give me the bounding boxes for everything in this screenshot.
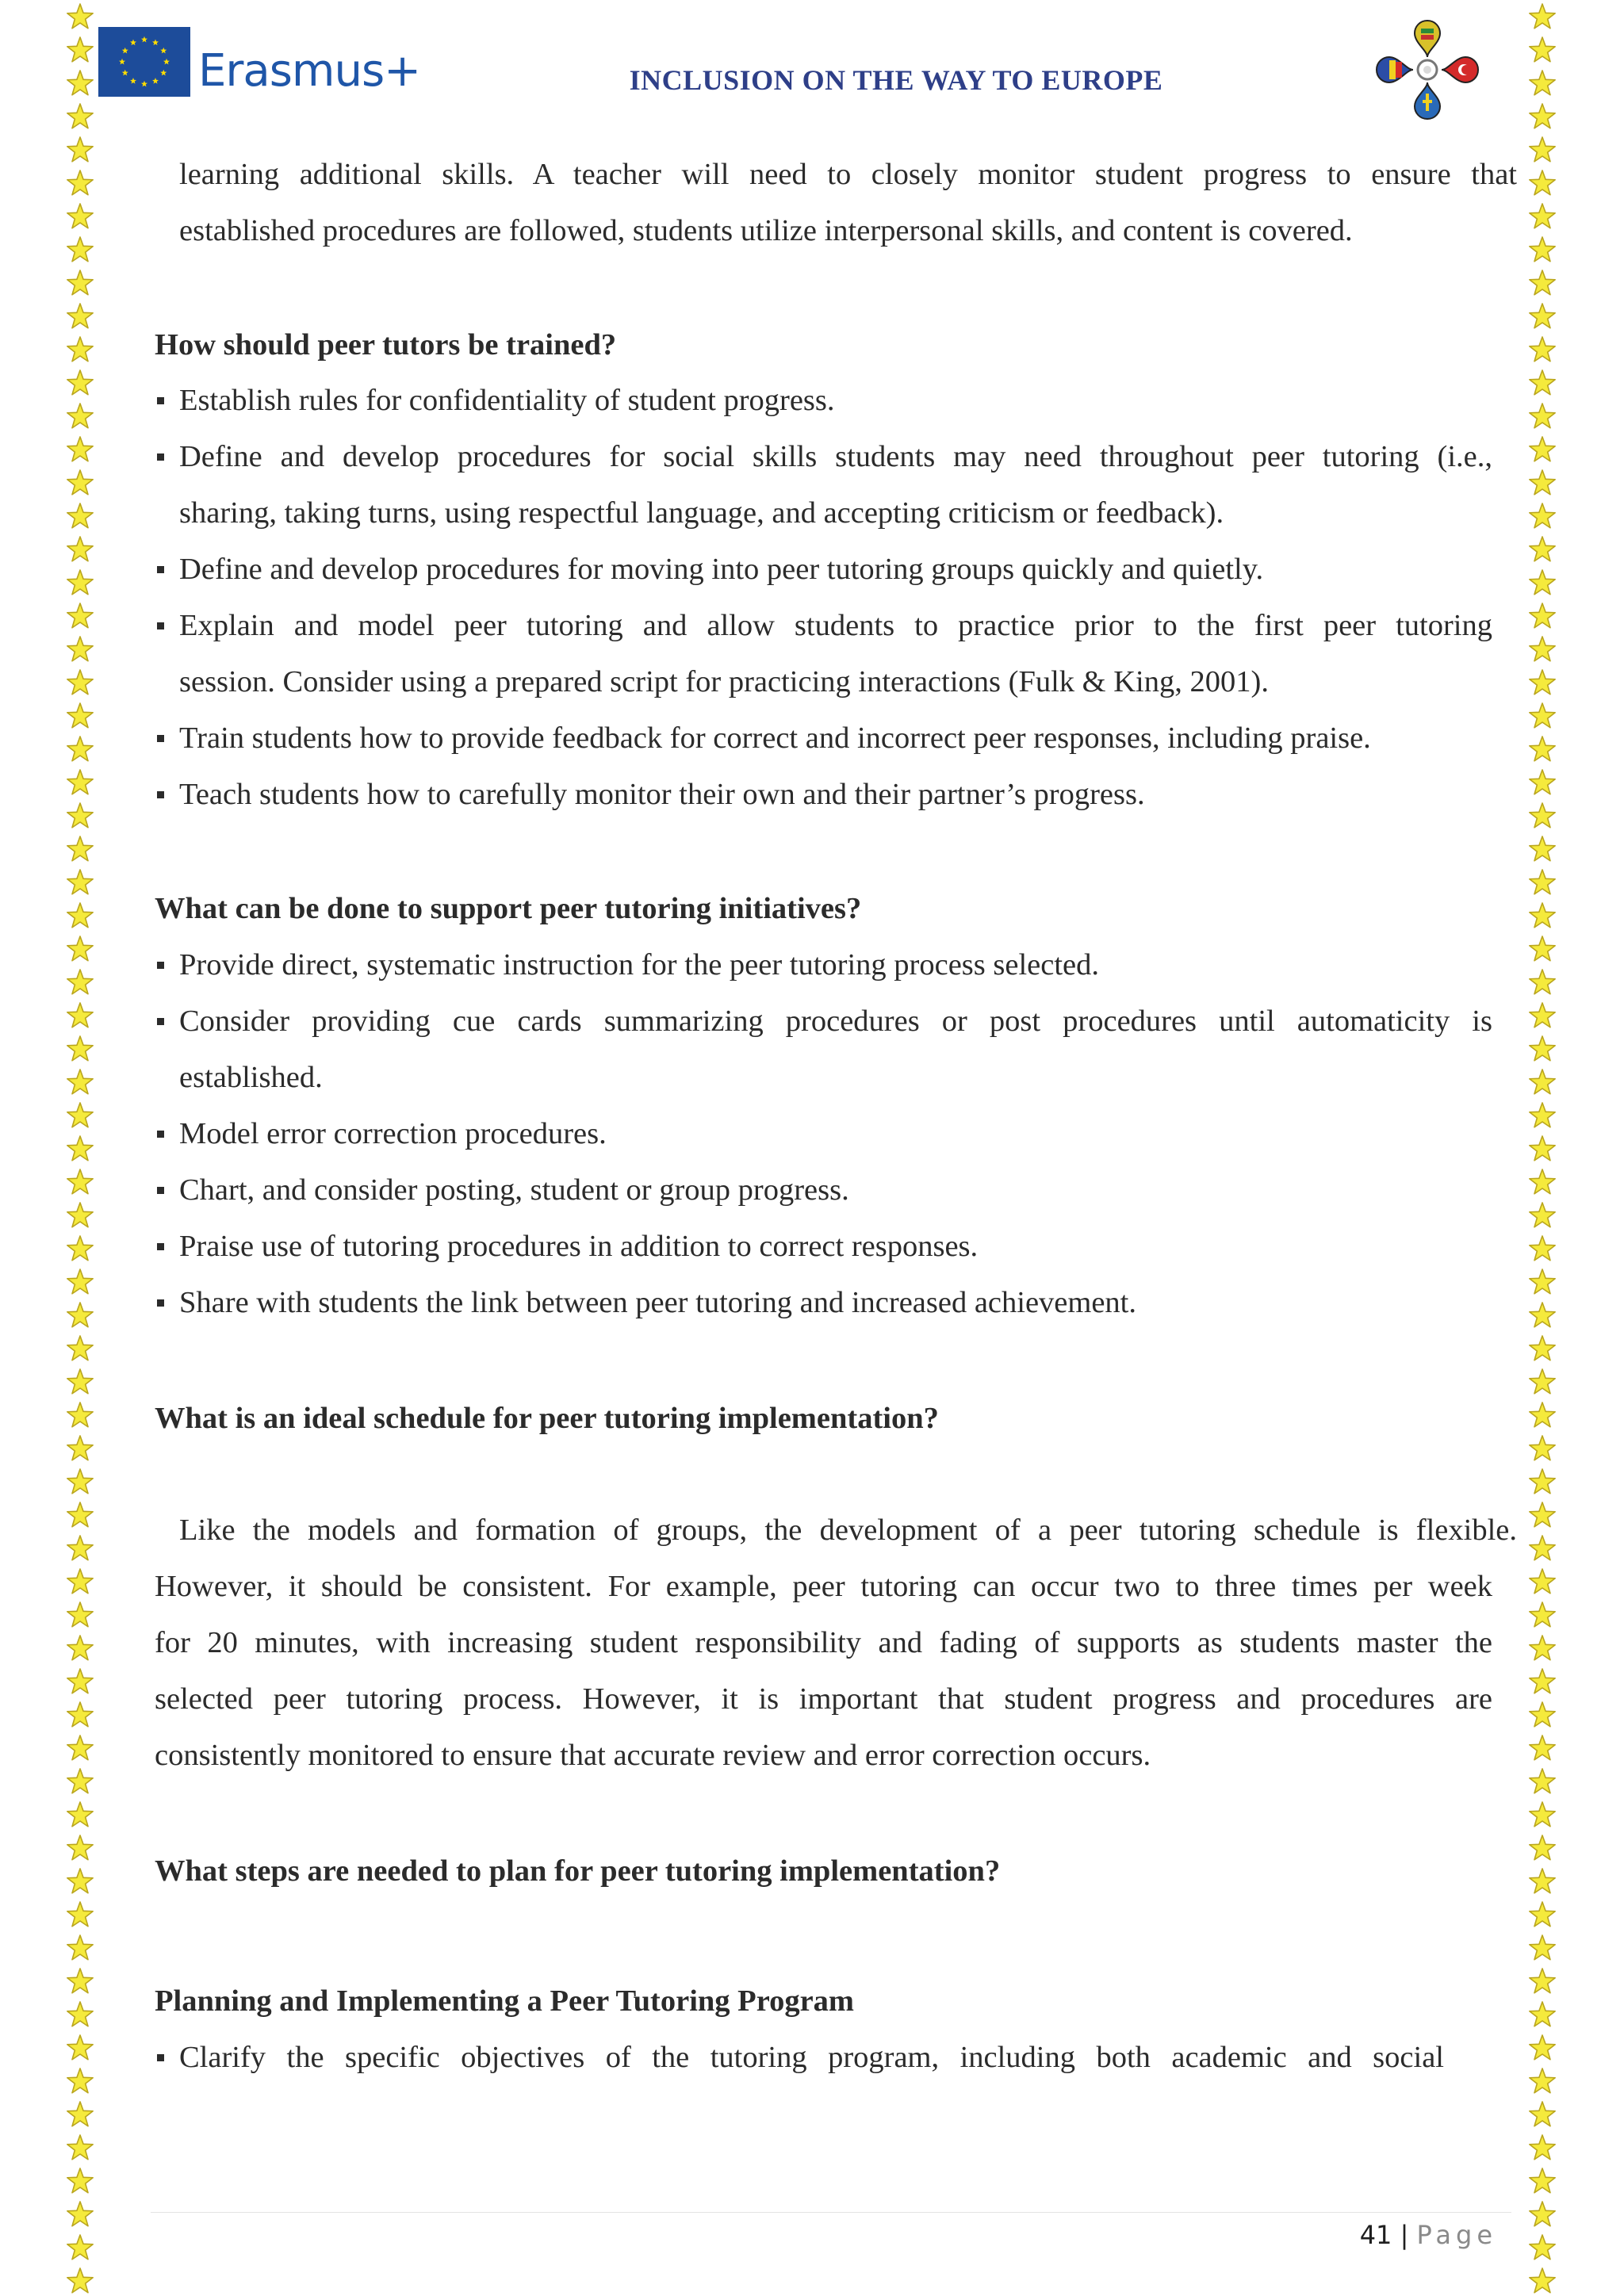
star-icon <box>1527 1833 1557 1863</box>
heading-planning-steps: What steps are needed to plan for peer tutoring implementation? <box>155 1854 1001 1888</box>
page-label: Page <box>1416 2220 1497 2250</box>
star-icon <box>65 1134 95 1164</box>
list-item-continuation: session. Consider using a prepared script for practicing interactions (Fulk & King, 2001). <box>179 665 1269 698</box>
star-icon <box>1527 68 1557 98</box>
heading-peer-tutor-training: How should peer tutors be trained? <box>155 328 617 362</box>
star-icon <box>65 2199 95 2229</box>
star-icon <box>1527 734 1557 764</box>
star-icon <box>65 1334 95 1364</box>
star-icon <box>1527 1533 1557 1563</box>
star-icon <box>65 2066 95 2096</box>
star-icon <box>65 1001 95 1031</box>
list-item-continuation: sharing, taking turns, using respectful language, and accepting criticism or feedback). <box>179 496 1224 530</box>
star-icon <box>65 1667 95 1697</box>
star-icon <box>1527 1234 1557 1264</box>
star-icon <box>65 1400 95 1430</box>
star-icon <box>1527 1567 1557 1597</box>
star-icon <box>1527 1966 1557 1996</box>
star-icon <box>1527 1467 1557 1497</box>
star-icon <box>65 1567 95 1597</box>
star-icon <box>1527 201 1557 232</box>
star-icon <box>1527 268 1557 298</box>
paragraph-line: consistently monitored to ensure that accurate review and error correction occurs. <box>155 1739 1151 1772</box>
paragraph-line: for 20 minutes, with increasing student responsibility and fading of supports as students master the <box>155 1626 1492 1659</box>
star-icon <box>1527 2 1557 32</box>
star-icon <box>1527 967 1557 997</box>
star-icon <box>65 68 95 98</box>
star-icon <box>65 634 95 664</box>
partner-hearts-logo-icon <box>1370 16 1484 127</box>
star-icon <box>65 1533 95 1563</box>
star-icon <box>1527 601 1557 631</box>
star-icon <box>1527 668 1557 698</box>
star-icon <box>1527 1866 1557 1896</box>
star-icon <box>1527 2133 1557 2163</box>
star-icon <box>1527 1500 1557 1530</box>
list-item-continuation: established. <box>179 1061 323 1094</box>
star-icon <box>65 967 95 997</box>
star-icon <box>65 268 95 298</box>
star-icon <box>65 2033 95 2063</box>
star-icon <box>1527 1733 1557 1763</box>
star-icon <box>1527 2099 1557 2130</box>
star-icon <box>1527 534 1557 564</box>
star-icon <box>65 734 95 764</box>
star-icon <box>1527 135 1557 165</box>
star-icon <box>1527 1001 1557 1031</box>
star-icon <box>65 235 95 265</box>
star-icon <box>65 1467 95 1497</box>
star-icon <box>1527 1134 1557 1164</box>
star-icon <box>1527 1667 1557 1697</box>
star-icon <box>1527 2166 1557 2196</box>
heading-support-initiatives: What can be done to support peer tutoring initiatives? <box>155 892 862 925</box>
star-icon <box>1527 1900 1557 1930</box>
star-icon <box>65 2233 95 2263</box>
star-icon <box>1527 2266 1557 2296</box>
star-icon <box>65 534 95 564</box>
star-icon <box>65 434 95 465</box>
star-icon <box>65 2166 95 2196</box>
star-icon <box>1527 401 1557 431</box>
star-icon <box>1527 1999 1557 2030</box>
star-icon <box>65 1933 95 1963</box>
star-icon <box>65 701 95 731</box>
star-icon <box>65 801 95 831</box>
star-icon <box>1527 834 1557 864</box>
star-icon <box>65 2133 95 2163</box>
star-icon <box>65 1966 95 1996</box>
star-icon <box>65 1633 95 1663</box>
star-icon <box>1527 934 1557 964</box>
star-icon <box>1527 368 1557 398</box>
star-icon <box>1527 867 1557 897</box>
star-icon <box>1527 101 1557 132</box>
star-icon <box>1527 468 1557 498</box>
star-icon <box>1527 2233 1557 2263</box>
star-icon <box>65 1833 95 1863</box>
star-icon <box>1527 1167 1557 1197</box>
star-icon <box>1527 767 1557 798</box>
star-icon <box>1527 701 1557 731</box>
star-icon <box>65 1500 95 1530</box>
star-icon <box>65 1100 95 1131</box>
star-icon <box>65 468 95 498</box>
right-star-border <box>1527 0 1562 2295</box>
footer-rule <box>151 2212 1511 2213</box>
star-icon <box>1527 1600 1557 1630</box>
star-icon <box>65 101 95 132</box>
star-icon <box>65 767 95 798</box>
star-icon <box>65 834 95 864</box>
star-icon <box>1527 235 1557 265</box>
star-icon <box>65 35 95 65</box>
paragraph-line: Like the models and formation of groups, the development of a peer tutoring schedule is flexible. <box>179 1513 1517 1547</box>
star-icon <box>65 201 95 232</box>
star-icon <box>1527 801 1557 831</box>
star-icon <box>65 1766 95 1797</box>
star-icon <box>1527 1367 1557 1397</box>
star-icon <box>1527 1766 1557 1797</box>
star-icon <box>65 1733 95 1763</box>
star-icon <box>65 368 95 398</box>
star-icon <box>65 335 95 365</box>
intro-line-1: learning additional skills. A teacher will need to closely monitor student progress to ensure that <box>179 158 1517 191</box>
star-icon <box>65 1600 95 1630</box>
heading-ideal-schedule: What is an ideal schedule for peer tutoring implementation? <box>155 1402 939 1435</box>
star-icon <box>65 2099 95 2130</box>
star-icon <box>65 501 95 531</box>
star-icon <box>65 1200 95 1230</box>
star-icon <box>1527 634 1557 664</box>
star-icon <box>65 668 95 698</box>
star-icon <box>1527 1800 1557 1830</box>
star-icon <box>1527 2199 1557 2229</box>
star-icon <box>65 1167 95 1197</box>
star-icon <box>65 2 95 32</box>
star-icon <box>1527 1933 1557 1963</box>
star-icon <box>65 1300 95 1330</box>
star-icon <box>1527 2033 1557 2063</box>
page-number-value: 41 <box>1359 2220 1392 2250</box>
star-icon <box>65 867 95 897</box>
star-icon <box>65 1900 95 1930</box>
star-icon <box>65 1034 95 1064</box>
star-icon <box>1527 901 1557 931</box>
star-icon <box>65 1267 95 1297</box>
paragraph-line: However, it should be consistent. For example, peer tutoring can occur two to three times per week <box>155 1570 1492 1603</box>
star-icon <box>65 901 95 931</box>
star-icon <box>65 401 95 431</box>
star-icon <box>65 568 95 598</box>
star-icon <box>65 1433 95 1464</box>
star-icon <box>65 1067 95 1097</box>
star-icon <box>65 934 95 964</box>
paragraph-line: selected peer tutoring process. However, it is important that student progress and procedures are <box>155 1682 1492 1716</box>
star-icon <box>1527 1300 1557 1330</box>
page-number <box>1360 2220 1497 2250</box>
star-icon <box>1527 1200 1557 1230</box>
star-icon <box>1527 1067 1557 1097</box>
star-icon <box>1527 1700 1557 1730</box>
star-icon <box>65 1367 95 1397</box>
left-star-border <box>65 0 100 2295</box>
star-icon <box>1527 1334 1557 1364</box>
star-icon <box>1527 1433 1557 1464</box>
star-icon <box>1527 1267 1557 1297</box>
star-icon <box>65 1234 95 1264</box>
star-icon <box>1527 1034 1557 1064</box>
star-icon <box>1527 335 1557 365</box>
page-separator: | <box>1400 2220 1409 2250</box>
star-icon <box>65 2266 95 2296</box>
project-title: INCLUSION ON THE WAY TO EUROPE <box>629 64 1163 96</box>
eu-flag-icon <box>98 27 190 97</box>
star-icon <box>65 135 95 165</box>
heading-planning-program: Planning and Implementing a Peer Tutoring Program <box>155 1984 855 2018</box>
intro-line-2: established procedures are followed, students utilize interpersonal skills, and content is covered. <box>179 214 1353 247</box>
star-icon <box>1527 568 1557 598</box>
star-icon <box>1527 2066 1557 2096</box>
star-icon <box>1527 35 1557 65</box>
star-icon <box>65 1999 95 2030</box>
erasmus-brand: Erasmus+ <box>198 45 421 97</box>
star-icon <box>65 301 95 331</box>
star-icon <box>65 1700 95 1730</box>
star-icon <box>65 601 95 631</box>
star-icon <box>1527 1400 1557 1430</box>
star-icon <box>1527 434 1557 465</box>
star-icon <box>65 1800 95 1830</box>
star-icon <box>1527 1633 1557 1663</box>
star-icon <box>1527 501 1557 531</box>
star-icon <box>1527 168 1557 198</box>
star-icon <box>65 168 95 198</box>
star-icon <box>65 1866 95 1896</box>
star-icon <box>1527 1100 1557 1131</box>
star-icon <box>1527 301 1557 331</box>
